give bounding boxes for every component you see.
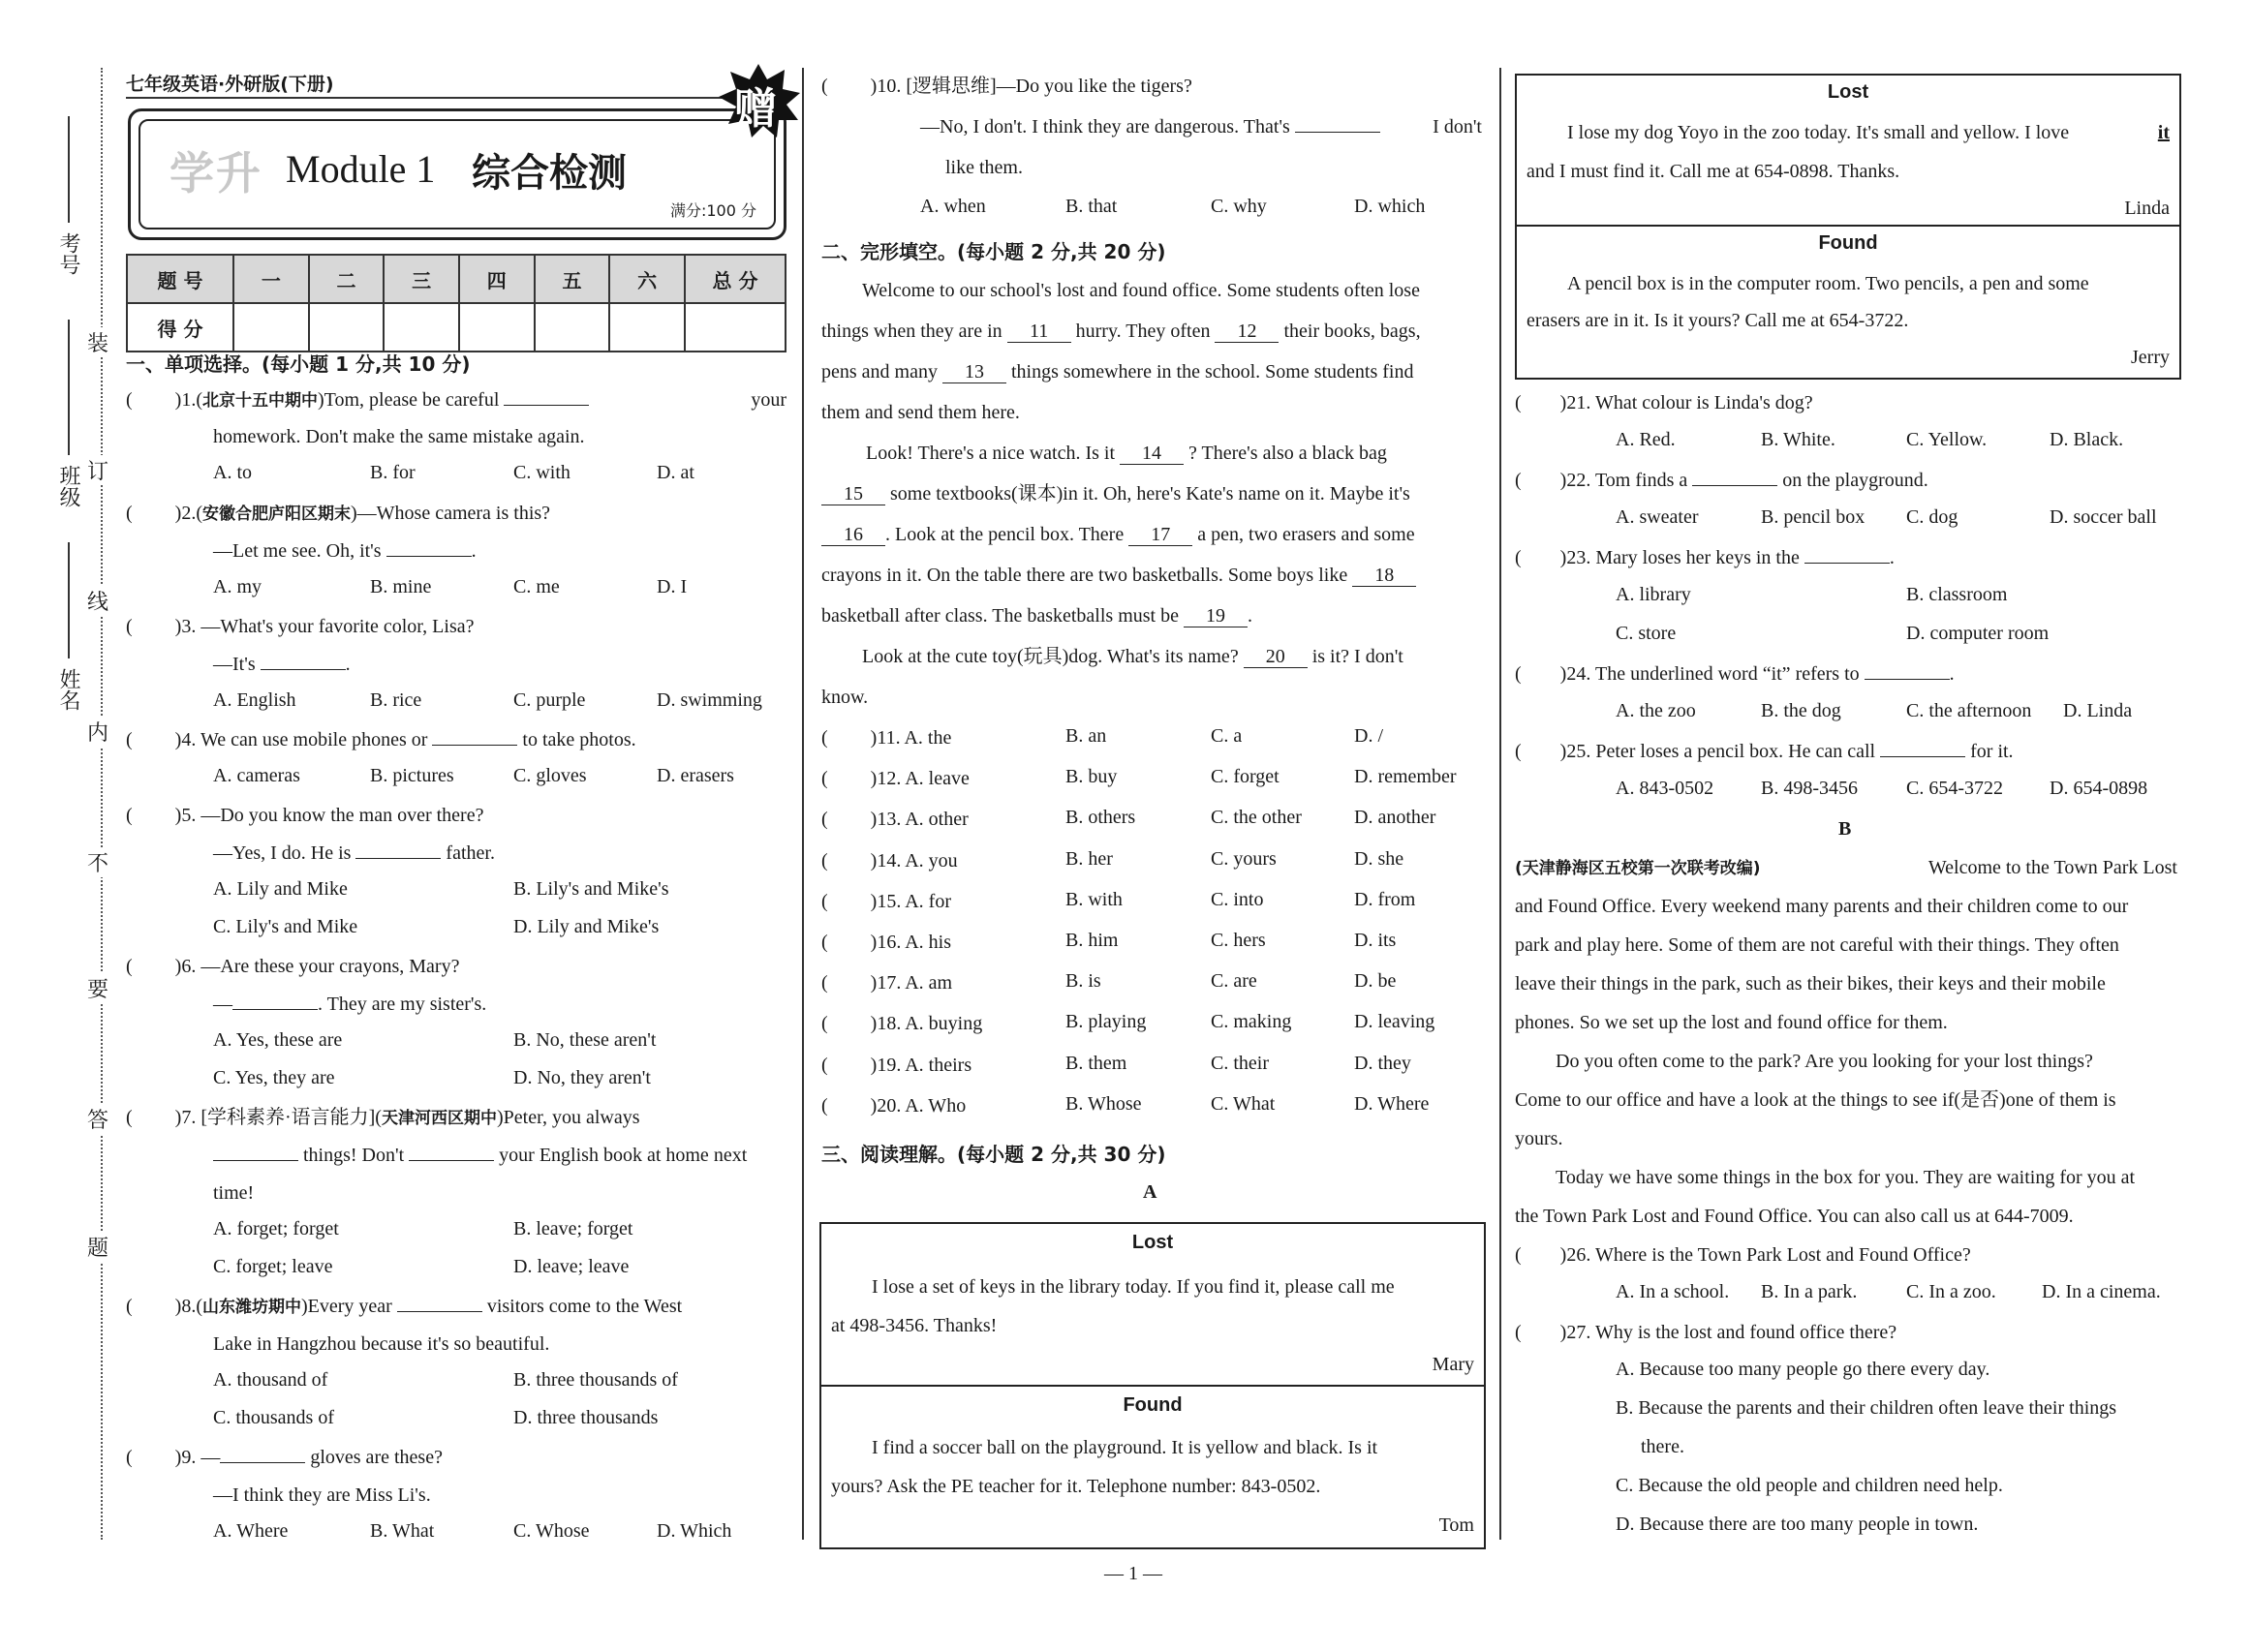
option[interactable]: D. 654-0898	[2050, 778, 2148, 799]
option[interactable]: B. What	[370, 1520, 435, 1542]
answer-blank[interactable]	[1692, 485, 1777, 486]
option[interactable]: A. Because too many people go there every day.	[1616, 1359, 1990, 1380]
option[interactable]: B. pictures	[370, 765, 454, 786]
cloze-question-row: ( )14. A. you	[821, 849, 958, 872]
header-rule	[126, 97, 786, 99]
notice-text: yours? Ask the PE teacher for it. Telephone number: 843-0502.	[831, 1476, 1321, 1497]
option[interactable]: B. mine	[370, 576, 432, 597]
option[interactable]: A. sweater	[1616, 506, 1699, 528]
class-field[interactable]	[68, 320, 70, 455]
option[interactable]: C. Yes, they are	[213, 1067, 335, 1088]
option[interactable]: C. with	[513, 462, 570, 483]
score-head: 四	[459, 255, 535, 303]
option[interactable]: B. pencil box	[1761, 506, 1866, 528]
option[interactable]: C. the other	[1211, 807, 1302, 829]
option[interactable]: B. is	[1065, 970, 1101, 993]
option[interactable]: D. leave; leave	[513, 1256, 630, 1277]
option[interactable]: A. In a school.	[1616, 1281, 1730, 1302]
answer-blank[interactable]	[232, 1009, 318, 1010]
option[interactable]: C. making	[1211, 1011, 1292, 1033]
notice-signature: Mary	[1432, 1354, 1474, 1375]
cloze-blank[interactable]: 11	[1007, 321, 1071, 343]
option[interactable]: D. No, they aren't	[513, 1067, 651, 1088]
option[interactable]: )12. A. leave	[870, 768, 970, 790]
question-26: ( )26. Where is the Town Park Lost and Found Office?	[1515, 1244, 1971, 1266]
question-23: ( )23. Mary loses her keys in the .	[1515, 547, 1895, 568]
option[interactable]: C. gloves	[513, 765, 587, 786]
option[interactable]: A. Where	[213, 1520, 289, 1542]
option[interactable]: B. Whose	[1065, 1092, 1142, 1115]
passage-text: Come to our office and have a look at the things to see if(是否)one of them is	[1515, 1089, 2116, 1111]
cloze-blank[interactable]: 13	[942, 361, 1006, 383]
cloze-text: Look! There's a nice watch. Is it 14 ? There's also a black bag	[866, 443, 1387, 464]
option[interactable]: D. Where	[1354, 1092, 1430, 1115]
cloze-question-row: ( )11. A. the	[821, 727, 952, 749]
question-8: ( )8.(山东潍坊期中)Every year visitors come to the West	[126, 1296, 683, 1317]
question-text: —It's .	[213, 654, 351, 675]
question-27: ( )27. Why is the lost and found office there?	[1515, 1322, 1897, 1343]
cloze-blank[interactable]: 14	[1120, 443, 1184, 465]
cloze-question-row: ( )18. A. buying	[821, 1013, 983, 1035]
option[interactable]: C. store	[1616, 623, 1677, 644]
notice-text: A pencil box is in the computer room. Two pencils, a pen and some	[1567, 273, 2089, 294]
score-cell[interactable]	[685, 303, 786, 352]
option[interactable]: B. others	[1065, 807, 1136, 829]
option[interactable]: D. remember	[1354, 766, 1457, 788]
cloze-blank[interactable]: 16	[821, 524, 885, 546]
option[interactable]: C. Yellow.	[1906, 429, 1988, 450]
notice-text: at 498-3456. Thanks!	[831, 1315, 998, 1336]
gift-text: 赠	[734, 84, 777, 134]
option[interactable]: D. erasers	[657, 765, 734, 786]
notice-board	[819, 1222, 1486, 1549]
option[interactable]: D. In a cinema.	[2042, 1281, 2161, 1302]
option[interactable]: C. why	[1211, 196, 1267, 217]
question-text: —I think they are Miss Li's.	[213, 1484, 431, 1506]
answer-blank[interactable]	[261, 669, 346, 670]
option[interactable]: D. be	[1354, 970, 1397, 993]
option[interactable]: D. Lily and Mike's	[513, 916, 660, 937]
option[interactable]: A. English	[213, 689, 296, 711]
cloze-text: them and send them here.	[821, 402, 1020, 423]
question-10: ( )10. [逻辑思维]—Do you like the tigers?	[821, 76, 1192, 97]
option[interactable]: A. Red.	[1616, 429, 1676, 450]
option[interactable]: C. the afternoon	[1906, 700, 2032, 721]
passage-text: the Town Park Lost and Found Office. You can also call us at 644-7009.	[1515, 1206, 2074, 1227]
section-title: 一、单项选择。(每小题 1 分,共 10 分)	[126, 352, 471, 376]
cloze-question-row: ( )20. A. Who	[821, 1094, 967, 1117]
option[interactable]: B. In a park.	[1761, 1281, 1858, 1302]
cloze-blank[interactable]: 18	[1352, 565, 1416, 587]
cloze-blank[interactable]: 12	[1215, 321, 1279, 343]
binding-char: 答	[87, 1104, 108, 1134]
notice-signature: Jerry	[2131, 347, 2170, 368]
score-cell[interactable]	[609, 303, 685, 352]
option[interactable]: A. cameras	[213, 765, 300, 786]
option[interactable]: A. to	[213, 462, 252, 483]
score-head: 一	[233, 255, 309, 303]
passage-label: B	[1838, 818, 1852, 840]
option[interactable]: C. yours	[1211, 847, 1277, 870]
option[interactable]: A. the zoo	[1616, 700, 1696, 721]
option[interactable]: C. are	[1211, 970, 1257, 993]
cloze-text: Welcome to our school's lost and found office. Some students often lose	[862, 280, 1420, 301]
question-25: ( )25. Peter loses a pencil box. He can call for it.	[1515, 741, 2014, 762]
subject-label: 七年级英语·外研版(下册)	[126, 74, 334, 95]
answer-blank[interactable]	[409, 1160, 494, 1161]
option[interactable]: B. the dog	[1761, 700, 1841, 721]
binding-char: 装	[87, 327, 108, 357]
score-head: 五	[535, 255, 610, 303]
option[interactable]: B. Because the parents and their children often leave their things	[1616, 1397, 2117, 1419]
binding-char: 要	[87, 973, 108, 1003]
answer-blank[interactable]	[432, 745, 517, 746]
notice-title: Lost	[1131, 1232, 1174, 1253]
underlined-it: it	[2157, 122, 2170, 143]
option[interactable]: D. leaving	[1354, 1011, 1435, 1033]
score-head: 题 号	[127, 255, 233, 303]
exam-number-label: 考号	[56, 232, 80, 275]
option[interactable]: D. its	[1354, 930, 1397, 951]
binding-char: 题	[87, 1232, 108, 1262]
question-6: ( )6. —Are these your crayons, Mary?	[126, 956, 460, 977]
option[interactable]: B. Lily's and Mike's	[513, 878, 669, 900]
option[interactable]: B. that	[1065, 196, 1118, 217]
score-table	[126, 254, 786, 352]
score-head: 总 分	[685, 255, 786, 303]
question-text: —Yes, I do. He is father.	[213, 842, 495, 864]
binding-char: 线	[87, 586, 108, 616]
score-cell[interactable]	[309, 303, 385, 352]
option[interactable]: C. forget	[1211, 766, 1280, 788]
option[interactable]: )13. A. other	[870, 809, 969, 831]
score-cell[interactable]	[233, 303, 309, 352]
option[interactable]: C. hers	[1211, 930, 1266, 951]
answer-blank[interactable]	[220, 1462, 305, 1463]
option[interactable]: )17. A. am	[870, 972, 953, 994]
cloze-blank[interactable]: 20	[1244, 646, 1308, 668]
option[interactable]: D. /	[1354, 725, 1383, 747]
section-title: 三、阅读理解。(每小题 2 分,共 30 分)	[821, 1143, 1166, 1166]
question-7: ( )7. [学科素养·语言能力](天津河西区期中)Peter, you always	[126, 1107, 640, 1128]
answer-blank[interactable]	[397, 1311, 482, 1312]
question-2: ( )2.(安徽合肥庐阳区期末)—Whose camera is this?	[126, 503, 551, 524]
option[interactable]: )11. A. the	[870, 727, 952, 749]
page-title: 综合检测	[472, 151, 627, 196]
option[interactable]: B. rice	[370, 689, 422, 711]
answer-blank[interactable]	[1804, 563, 1890, 564]
option[interactable]: B. for	[370, 462, 416, 483]
option[interactable]: C. dog	[1906, 506, 1958, 528]
question-text: —Let me see. Oh, it's .	[213, 540, 477, 562]
option[interactable]: B. playing	[1065, 1011, 1147, 1033]
option[interactable]: C. thousands of	[213, 1407, 334, 1428]
full-score: 满分:100 分	[669, 201, 756, 220]
passage-text: park and play here. Some of them are not careful with their things. They often	[1515, 934, 2119, 956]
score-head: 三	[384, 255, 459, 303]
option[interactable]: D. computer room	[1906, 623, 2050, 644]
option[interactable]: C. Lily's and Mike	[213, 916, 358, 937]
option[interactable]: C. into	[1211, 888, 1264, 910]
option[interactable]: D. which	[1354, 196, 1426, 217]
option[interactable]: C. a	[1211, 725, 1243, 747]
notice-text: I lose a set of keys in the library today. If you find it, please call me	[872, 1276, 1395, 1298]
option[interactable]: B. leave; forget	[513, 1218, 633, 1239]
answer-blank[interactable]	[1865, 679, 1950, 680]
score-head: 二	[309, 255, 385, 303]
section-title: 二、完形填空。(每小题 2 分,共 20 分)	[821, 240, 1166, 263]
option[interactable]: )16. A. his	[870, 932, 952, 953]
cloze-question-row: ( )17. A. am	[821, 972, 953, 994]
notice-title: Lost	[1827, 81, 1869, 103]
passage-text: Today we have some things in the box for you. They are waiting for you at	[1556, 1167, 2136, 1188]
binding-char: 内	[87, 717, 108, 747]
answer-blank[interactable]	[386, 556, 472, 557]
notice-title: Found	[1123, 1394, 1183, 1416]
option[interactable]: B. three thousands of	[513, 1369, 678, 1391]
option[interactable]: D. they	[1354, 1052, 1411, 1074]
score-row-label: 得 分	[127, 303, 233, 352]
option[interactable]: B. buy	[1065, 766, 1118, 788]
class-label: 班级	[56, 465, 80, 507]
question-9: ( )9. — gloves are these?	[126, 1447, 443, 1468]
option[interactable]: )20. A. Who	[870, 1094, 967, 1117]
option[interactable]: B. with	[1065, 888, 1123, 910]
answer-blank[interactable]	[504, 405, 589, 406]
option[interactable]: A. when	[920, 196, 986, 217]
option[interactable]: D. Black.	[2050, 429, 2124, 450]
option-continued: there.	[1641, 1436, 1684, 1457]
question-text: —No, I don't. I think they are dangerous. That's I don't	[920, 116, 1482, 138]
cloze-text: 16 . Look at the pencil box. There 17 a pen, two erasers and some	[821, 522, 1415, 547]
cloze-blank[interactable]: 19	[1184, 605, 1248, 627]
logo-text: 学升	[170, 147, 262, 199]
option[interactable]: )19. A. theirs	[870, 1054, 972, 1076]
option[interactable]: D. Because there are too many people in town.	[1616, 1514, 1979, 1535]
option[interactable]: D. from	[1354, 888, 1416, 910]
module-label: Module 1	[286, 147, 436, 191]
notice-title: Found	[1818, 232, 1878, 254]
cloze-question-row: ( )12. A. leave	[821, 768, 970, 790]
score-head: 六	[609, 255, 685, 303]
cloze-text: Look at the cute toy(玩具)dog. What's its name? 20 is it? I don't	[862, 646, 1403, 667]
question-text: — . They are my sister's.	[213, 994, 487, 1015]
notice-text: erasers are in it. Is it yours? Call me at 654-3722.	[1526, 310, 1909, 331]
gift-badge	[715, 62, 802, 139]
score-cell[interactable]	[535, 303, 610, 352]
option[interactable]: )15. A. for	[870, 890, 951, 912]
option[interactable]: C. What	[1211, 1092, 1276, 1115]
option[interactable]: D. at	[657, 462, 694, 483]
question-21: ( )21. What colour is Linda's dog?	[1515, 392, 1813, 413]
question-text: things! Don't your English book at home next	[213, 1143, 747, 1168]
option[interactable]: A. Yes, these are	[213, 1029, 343, 1051]
option[interactable]: A. library	[1616, 584, 1691, 605]
binding-line	[101, 68, 103, 1540]
option[interactable]: D. soccer ball	[2050, 506, 2157, 528]
notice-text: I find a soccer ball on the playground. It is yellow and black. Is it	[872, 1437, 1378, 1458]
option[interactable]: B. him	[1065, 930, 1119, 951]
option[interactable]: D. Linda	[2063, 700, 2133, 721]
cloze-question-row: ( )19. A. theirs	[821, 1054, 972, 1076]
passage-text: and Found Office. Every weekend many parents and their children come to our	[1515, 896, 2129, 917]
option[interactable]: C. Because the old people and children need help.	[1616, 1475, 2003, 1496]
name-label: 姓名	[56, 668, 80, 711]
option[interactable]: D. swimming	[657, 689, 762, 711]
question-text: homework. Don't make the same mistake again.	[213, 426, 585, 447]
binding-char: 不	[87, 847, 108, 877]
option[interactable]: B. her	[1065, 847, 1113, 870]
title-banner	[128, 108, 786, 240]
cloze-text: crayons in it. On the table there are two basketballs. Some boys like 18	[821, 563, 1416, 588]
passage-text: yours.	[1515, 1128, 1563, 1149]
option[interactable]: A. Lily and Mike	[213, 878, 348, 900]
question-4: ( )4. We can use mobile phones or to take photos.	[126, 729, 636, 750]
option[interactable]: C. Whose	[513, 1520, 590, 1542]
cloze-text: things when they are in 11 hurry. They often 12 their books, bags,	[821, 321, 1421, 342]
question-24: ( )24. The underlined word “it” refers to .	[1515, 663, 1955, 685]
score-cell[interactable]	[384, 303, 459, 352]
option[interactable]: A. 843-0502	[1616, 778, 1714, 799]
column-divider	[802, 68, 804, 1540]
cloze-question-row: ( )13. A. other	[821, 809, 969, 831]
option[interactable]: D. I	[657, 576, 688, 597]
option[interactable]: C. purple	[513, 689, 586, 711]
option[interactable]: B. them	[1065, 1052, 1127, 1074]
answer-blank[interactable]	[355, 858, 441, 859]
cloze-text: basketball after class. The basketballs must be 19 .	[821, 605, 1252, 627]
option[interactable]: D. another	[1354, 807, 1436, 829]
answer-blank[interactable]	[1295, 132, 1380, 133]
name-field[interactable]	[68, 542, 70, 658]
option[interactable]: B. classroom	[1906, 584, 2008, 605]
page-number: — 1 —	[1104, 1563, 1162, 1584]
answer-blank[interactable]	[213, 1160, 298, 1161]
option[interactable]: B. an	[1065, 725, 1107, 747]
question-22: ( )22. Tom finds a on the playground.	[1515, 470, 1928, 491]
option[interactable]: )14. A. you	[870, 849, 958, 872]
notice-text: and I must find it. Call me at 654-0898. Thanks.	[1526, 161, 1900, 182]
score-cell[interactable]	[459, 303, 535, 352]
option[interactable]: C. their	[1211, 1052, 1269, 1074]
option[interactable]: C. me	[513, 576, 560, 597]
answer-blank[interactable]	[1880, 756, 1965, 757]
option[interactable]: B. White.	[1761, 429, 1835, 450]
passage-text: (天津静海区五校第一次联考改编) Welcome to the Town Park Lost	[1515, 857, 2177, 878]
question-3: ( )3. —What's your favorite color, Lisa?	[126, 616, 475, 637]
cloze-question-row: ( )15. A. for	[821, 890, 951, 912]
column-divider	[1499, 68, 1501, 1540]
notice-text: I lose my dog Yoyo in the zoo today. It's small and yellow. I love it	[1567, 122, 2170, 143]
question-text: time!	[213, 1182, 255, 1204]
passage-text: phones. So we set up the lost and found office for them.	[1515, 1012, 1948, 1033]
notice-signature: Linda	[2124, 198, 2170, 219]
notice-signature: Tom	[1438, 1514, 1474, 1536]
question-5: ( )5. —Do you know the man over there?	[126, 805, 484, 826]
option[interactable]: C. 654-3722	[1906, 778, 2003, 799]
option[interactable]: C. In a zoo.	[1906, 1281, 1996, 1302]
binding-char: 订	[87, 455, 108, 485]
question-1: ( )1.(北京十五中期中)Tom, please be careful your	[126, 389, 786, 411]
passage-text: leave their things in the park, such as their bikes, their keys and their mobile	[1515, 973, 2106, 994]
question-text: like them.	[945, 157, 1023, 178]
cloze-text: 15 some textbooks(课本)in it. Oh, here's Kate's name on it. Maybe it's	[821, 481, 1410, 506]
option[interactable]: D. three thousands	[513, 1407, 659, 1428]
cloze-blank[interactable]: 15	[821, 483, 885, 505]
cloze-text: know.	[821, 687, 869, 708]
option[interactable]: D. she	[1354, 847, 1404, 870]
exam-number-field[interactable]	[68, 116, 70, 223]
option[interactable]: C. forget; leave	[213, 1256, 333, 1277]
cloze-blank[interactable]: 17	[1128, 524, 1192, 546]
cloze-text: pens and many 13 things somewhere in the school. Some students find	[821, 361, 1414, 382]
option[interactable]: A. my	[213, 576, 262, 597]
option[interactable]: B. 498-3456	[1761, 778, 1858, 799]
option[interactable]: A. thousand of	[213, 1369, 328, 1391]
notice-board	[1515, 74, 2181, 380]
option[interactable]: B. No, these aren't	[513, 1029, 657, 1051]
question-text: Lake in Hangzhou because it's so beautiful.	[213, 1333, 550, 1355]
option[interactable]: )18. A. buying	[870, 1013, 983, 1035]
passage-label: A	[1143, 1181, 1157, 1203]
option[interactable]: D. Which	[657, 1520, 732, 1542]
option[interactable]: A. forget; forget	[213, 1218, 339, 1239]
cloze-question-row: ( )16. A. his	[821, 932, 952, 953]
passage-text: Do you often come to the park? Are you looking for your lost things?	[1556, 1051, 2093, 1072]
